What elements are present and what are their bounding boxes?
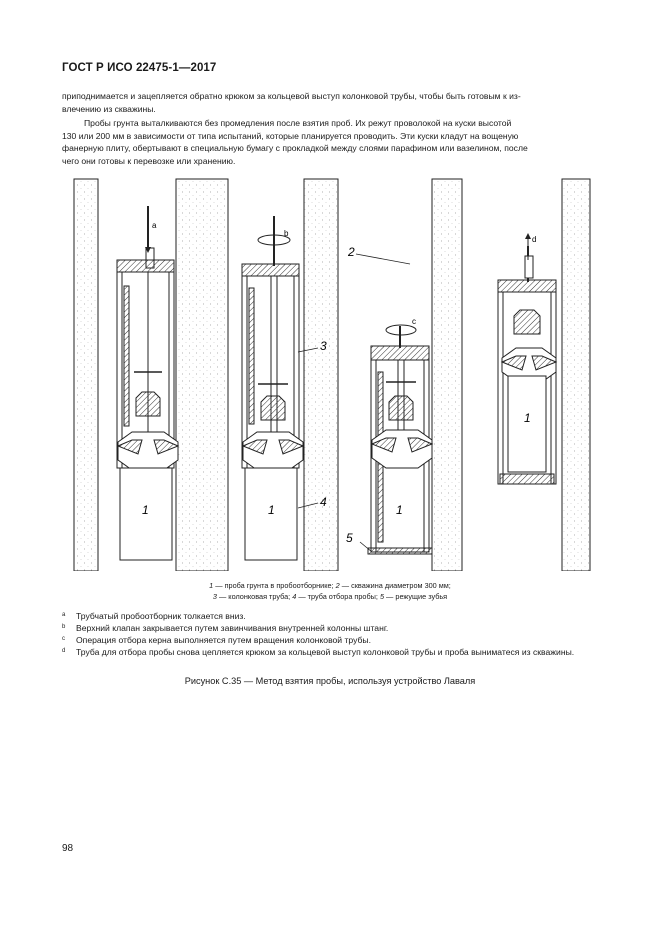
arrow-label-a: a [152, 221, 157, 230]
callout-sample-4: 1 [524, 411, 531, 425]
legend-text-1: — проба грунта в пробоотборнике; [213, 581, 336, 590]
document-header: ГОСТ Р ИСО 22475-1—2017 [62, 62, 217, 74]
note-mark-d: d [62, 648, 66, 654]
legend-num-1: 1 [209, 581, 214, 590]
legend-text-4: — труба отбора пробы; [296, 592, 380, 601]
note-mark-c: c [62, 636, 65, 642]
intro-p2-line2: 130 или 200 мм в зависимости от типа испытаний, которые планируется проводить. Эти куски кладут на вощеную [62, 130, 519, 141]
legend-num-2: 2 [335, 581, 340, 590]
note-text-d: Труба для отбора пробы снова цепляется крюком за кольцевой выступ колонковой трубы и проба выниматеся из скважины. [76, 647, 575, 657]
legend-text-3: — колонковая труба; [216, 592, 293, 601]
legend-num-4: 4 [292, 592, 297, 601]
intro-p2-line4: чего они готовы к перевозке или хранению. [62, 155, 236, 166]
callout-core-pipe: 3 [320, 339, 327, 353]
figure-notes [62, 610, 598, 658]
note-text-b: Верхний клапан закрывается путем завинчивания внутренней колонны штанг. [76, 623, 389, 633]
callout-cutting-teeth: 5 [346, 531, 353, 545]
page-number: 98 [62, 843, 74, 854]
intro-p1-line2: влечению из скважины. [62, 103, 156, 114]
callout-sampling-tube: 4 [320, 495, 327, 509]
note-c [62, 634, 598, 646]
intro-p2-line3: фанерную плиту, обертывают в специальную бумагу с прокладкой между слоями парафином или вазелином, после [62, 143, 528, 154]
arrow-label-c: c [412, 317, 416, 326]
note-text-c: Операция отбора керна выполняется путем вращения колонковой трубы. [76, 635, 371, 645]
intro-paragraph-1 [62, 90, 598, 115]
note-a [62, 610, 598, 622]
intro-text [62, 90, 598, 170]
legend-text-5: — режущие зубья [384, 592, 448, 601]
callout-sample-2: 1 [268, 503, 275, 517]
note-mark-b: b [62, 624, 66, 630]
intro-paragraph-2 [62, 117, 598, 167]
intro-p2-line1: Пробы грунта выталкиваются без промедления после взятия проб. Их режут проволокой на куски высотой [84, 118, 512, 129]
arrow-label-d: d [532, 235, 537, 244]
arrow-label-b: b [284, 229, 289, 238]
note-d [62, 646, 598, 658]
callout-sample-1: 1 [142, 503, 149, 517]
stage-4-sampler [498, 246, 556, 484]
laval-sampler-figure [62, 176, 598, 571]
legend-num-5: 5 [379, 592, 385, 601]
note-mark-a: a [62, 612, 66, 618]
note-b [62, 622, 598, 634]
intro-p1-line1: приподнимается и зацепляется обратно крюком за кольцевой выступ колонковой трубы, чтобы быть готовым к из- [62, 91, 521, 101]
legend-num-3: 3 [212, 592, 217, 601]
figure-legend [62, 580, 598, 602]
callout-borehole: 2 [348, 245, 355, 259]
legend-text-2: — скважина диаметром 300 мм; [339, 581, 451, 590]
figure-title: Рисунок С.35 — Метод взятия пробы, используя устройство Лаваля [184, 676, 476, 686]
note-text-a: Трубчатый пробоотборник толкается вниз. [76, 611, 246, 621]
stage-3-sampler [368, 325, 432, 554]
callout-sample-3: 1 [396, 503, 403, 517]
